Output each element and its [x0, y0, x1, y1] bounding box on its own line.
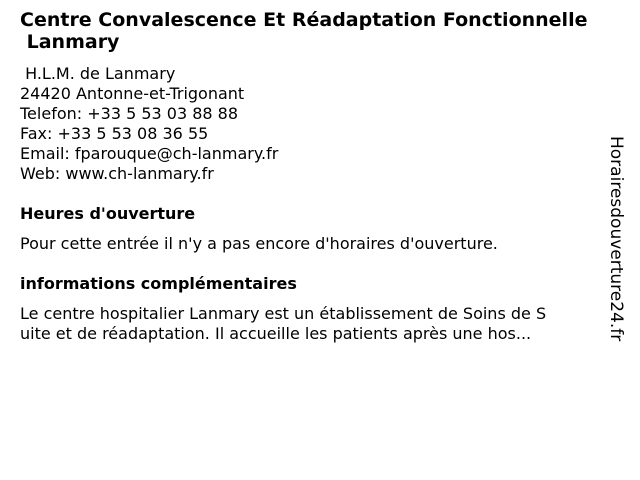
website: Web: www.ch-lanmary.fr	[20, 164, 214, 183]
opening-hours-heading: Heures d'ouverture	[20, 204, 196, 223]
additional-info-heading: informations complémentaires	[20, 274, 297, 293]
contact-block	[20, 64, 278, 184]
fax-number: Fax: +33 5 53 08 36 55	[20, 124, 209, 143]
email-address: Email: fparouque@ch-lanmary.fr	[20, 144, 279, 163]
phone-number: Telefon: +33 5 53 03 88 88	[20, 104, 239, 123]
additional-info-text	[20, 304, 600, 344]
city-address: 24420 Antonne-et-Trigonant	[20, 84, 245, 103]
business-name	[20, 9, 620, 53]
opening-hours-text	[20, 234, 600, 254]
business-name-line-2: Lanmary	[20, 31, 120, 53]
additional-info-text-line-2: uite et de réadaptation. Il accueille les patients après une hos...	[20, 324, 532, 343]
street-address: H.L.M. de Lanmary	[20, 64, 176, 83]
site-brand-vertical: Horairesdouverture24.fr	[606, 136, 626, 342]
business-name-line-1: Centre Convalescence Et Réadaptation Fonctionnelle	[20, 9, 588, 31]
opening-hours-text-line: Pour cette entrée il n'y a pas encore d'horaires d'ouverture.	[20, 234, 498, 253]
additional-info-text-line-1: Le centre hospitalier Lanmary est un établissement de Soins de S	[20, 304, 547, 323]
